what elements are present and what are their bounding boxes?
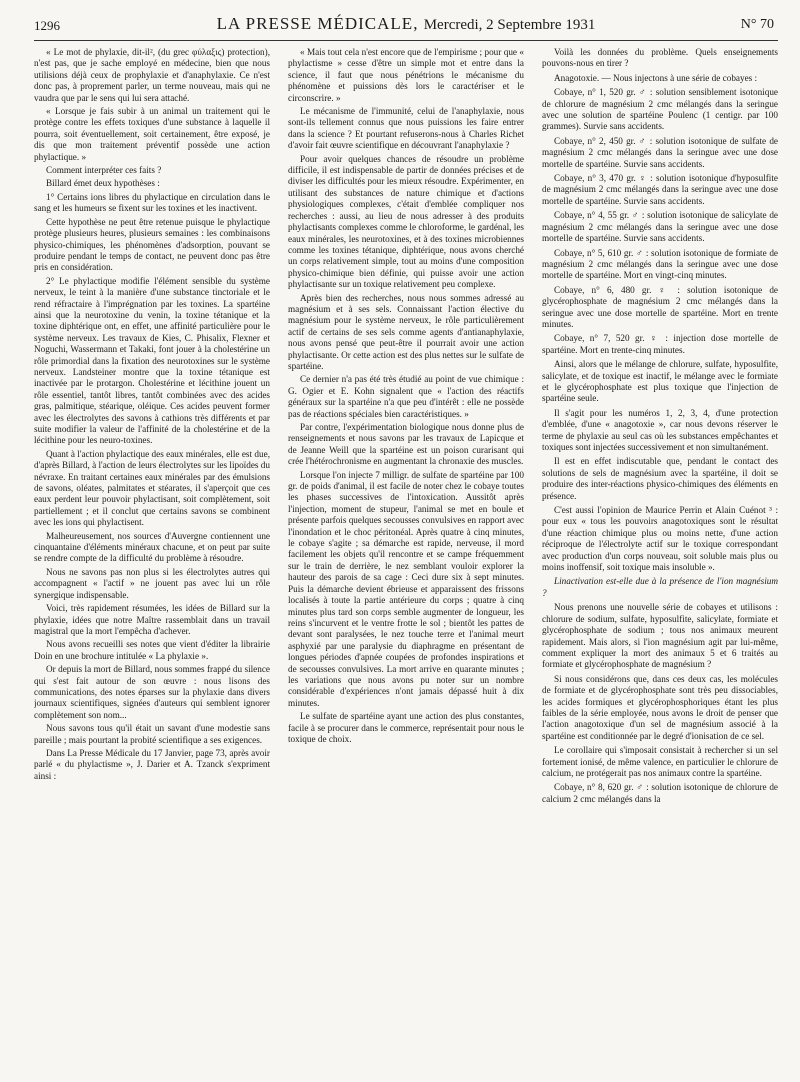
paragraph: Le corollaire qui s'imposait consistait à rechercher si un sel fortement ionisé, de même valence, en particulier le chlorure de calcium, ne protégerait pas nos animaux contre la spartéine. [542, 745, 778, 778]
paragraph: Nous ne savons pas non plus si les électrolytes autres qui accompagnent « l'actif » ne jouent pas avec lui un rôle synergique indispensable. [34, 566, 270, 600]
cobaye-entry-8: Cobaye, n° 8, 620 gr. ♂ : solution isotonique de chlorure de calcium 2 cmc mélangés dans la [542, 782, 778, 804]
cobaye-entry-6: Cobaye, n° 6, 480 gr. ♀ : solution isotonique de glycérophosphate de magnésium 2 cmc mélangés dans la seringue avec une dose mortelle de spartéine. Mort en trente minutes. [542, 284, 778, 329]
paragraph: Voilà les données du problème. Quels enseignements pouvons-nous en tirer ? [542, 47, 778, 69]
issue-number: N° 70 [740, 17, 774, 32]
paragraph: « Mais tout cela n'est encore que de l'empirisme ; pour que « phylactisme » cesse d'être un simple mot et entre dans la science, il faut que nous pénétrions le mécanisme du phénomène et puissions dès lors le caractériser et le circonscrire. » [288, 47, 524, 103]
cobaye-entry-7: Cobaye, n° 7, 520 gr. ♀ : injection dose mortelle de spartéine. Mort en trente-cinq minutes. [542, 333, 778, 355]
cobaye-entry-1: Cobaye, n° 1, 520 gr. ♂ : solution sensiblement isotonique de chlorure de magnésium 2 cmc mélangés dans la seringue avec une solution de spartéine Poulenc (1 centigr. par 100 grammes). Survie sans accidents. [542, 87, 778, 132]
paragraph: Le sulfate de spartéine ayant une action des plus constantes, facile à se procurer dans le commerce, représentait pour nous le toxique de choix. [288, 711, 524, 744]
journal-title: LA PRESSE MÉDICALE, [216, 14, 419, 33]
paragraph: Quant à l'action phylactique des eaux minérales, elle est due, d'après Billard, à l'action de leurs électrolytes sur les lipoïdes du névraxe. En traitant certaines eaux minérales par des émulsions de savons, oléates, palmitates et stéarates, il s'aperçoit que ces eaux perdent leur pouvoir phylactisant, soit complètement, soit partiellement ; et il conclut que certains savons se combinent avec les ions qui phylactisent. [34, 448, 270, 528]
paragraph: Lorsque l'on injecte 7 milligr. de sulfate de spartéine par 100 gr. de poids d'animal, il est facile de noter chez le cobaye toutes les phases successives de l'intoxication. Aussitôt après l'injection, moment de stupeur, l'animal se met en boule et présente parfois quelques secousses convulsives en rapport avec l'inondation et le choc péritonéal. Après quatre à cinq minutes, le cobaye s'agite ; sa démarche est rapide, nerveuse, il mord facilement les objets qu'il rencontre et se campe fréquemment sur le train de derrière, le nez semblant vouloir explorer la hauteur des parois de sa cage : Ceci dure six à sept minutes. Puis la démarche devient ébrieuse et apparaissent des frissons localisés à toute la partie antérieure du corps ; quatre à cinq minutes plus tard son corps semble augmenter de longueur, les reins s'incurvent et le ventre frotte le sol ; bientôt les pattes de devant sont paralysées, le nez touche terre et l'animal meurt asphyxié par une paralysie du diaphragme en présentant de longues périodes d'apnée coupées de profondes inspirations et de secousses convulsives. La mort arrive en quarante minutes ; les variations que nous avons pu noter sur un nombre considérable d'expériences n'ont jamais dépassé huit à dix minutes. [288, 469, 524, 708]
paragraph: Anagotoxie. — Nous injectons à une série de cobayes : [554, 72, 758, 83]
cobaye-entry-3: Cobaye, n° 3, 470 gr. ♀ : solution isotonique d'hyposulfite de magnésium 2 cmc mélangés dans la seringue avec une dose mortelle de spartéine. Survie sans accidents. [542, 173, 778, 206]
paragraph: 1° Certains ions libres du phylactique en circulation dans le sang et les humeurs se fixent sur les toxines et les inactivent. [34, 191, 270, 214]
paragraph: C'est aussi l'opinion de Maurice Perrin et Alain Cuénot ³ : pour eux « tous les pouvoirs anagotoxiques sont le résultat d'une réaction chimique plus ou moins nette, d'une action réciproque de l'électrolyte actif sur le toxique correspondant avec production d'un corps nouveau, soit soluble mais plus ou moins inoffensif, soit toxique mais insoluble ». [542, 505, 778, 573]
paragraph: Comment interpréter ces faits ? [46, 165, 162, 176]
article-body [34, 47, 778, 1077]
cobaye-entry-4: Cobaye, n° 4, 55 gr. ♂ : solution isotonique de salicylate de magnésium 2 cmc mélangés dans la seringue avec une dose mortelle de spartéine. Survie sans accidents. [542, 210, 778, 244]
cobaye-entry-5: Cobaye, n° 5, 610 gr. ♂ : solution isotonique de formiate de magnésium 2 cmc mélangés dans la seringue avec une dose mortelle de spartéine. Mort en vingt-cinq minutes. [542, 247, 778, 281]
paragraph: Le mécanisme de l'immunité, celui de l'anaphylaxie, nous sont-ils tellement connus que nous puissions les faire entrer dans la science ? Et pourtant refuserons-nous à Charles Richet d'avoir fait œuvre scientifique en découvrant l'anaphylaxie ? [288, 106, 524, 151]
paragraph: Ainsi, alors que le mélange de chlorure, sulfate, hyposulfite, salicylate, et de toxique est inactif, le mélange avec le formiate et le glycérophosphate est plus toxique que l'injection de spartéine seule. [542, 359, 778, 404]
issue-date: Mercredi, 2 Septembre 1931 [423, 17, 596, 33]
paragraph: « Le mot de phylaxie, dit-il², (du grec φύλαξις) protection), n'est pas, que je sache employé en médecine, bien que nous utilisions déjà ceux de prophylaxie et d'anaphylaxie. Ce n'est donc pas, à proprement parler, un terme nouveau, mais qui ne vaudra que par le sens qui lui sera attaché. [34, 47, 270, 103]
cobaye-entry-2: Cobaye, n° 2, 450 gr. ♂ : solution isotonique de sulfate de magnésium 2 cmc mélangés dans la seringue avec une dose mortelle de spartéine. Survie sans accidents. [542, 135, 778, 169]
paragraph: Par contre, l'expérimentation biologique nous donne plus de renseignements et nous savons par les travaux de Lapicque et de Jeanne Weill que la spartéine est un poison curarisant qui crée l'hétérochronisme en augmentant la chronaxie des muscles. [288, 422, 524, 467]
paragraph: Si nous considérons que, dans ces deux cas, les molécules de formiate et de glycérophosphate sont très peu dissociables, les acides formiques et glycérophosphoriques étant les plus faibles de la série employée, nous avons le droit de penser que l'action anagotoxique d'un sel de magnésium associé à la spartéine est conditionnée par le degré d'ionisation de ce sel. [542, 673, 778, 741]
paragraph: Malheureusement, nos sources d'Auvergne contiennent une cinquantaine d'éléments minéraux chacune, et on peut par suite se rendre compte de la difficulté du problème à résoudre. [34, 530, 270, 564]
section-heading: Linactivation est-elle due à la présence de l'ion magnésium ? [542, 576, 778, 598]
paragraph: Billard émet deux hypothèses : [46, 178, 160, 189]
paragraph: Nous avons recueilli ses notes que vient d'éditer la librairie Doin en une brochure intitulée « La phylaxie ». [34, 639, 270, 661]
paragraph: Dans La Presse Médicale du 17 Janvier, page 73, après avoir parlé « du phylactisme », J. Darier et A. Tzanck s'expriment ainsi : [34, 747, 270, 781]
page-number: 1296 [34, 18, 60, 33]
column-1 [34, 47, 270, 1077]
journal-masthead [34, 14, 778, 34]
paragraph: Nous savons tous qu'il était un savant d'une modestie sans pareille ; mais pourtant la probité scientifique a ses exigences. [34, 723, 270, 745]
paragraph: Pour avoir quelques chances de résoudre un problème difficile, il est indispensable de partir de données précises et de diviser les difficultés pour les mieux résoudre. Expérimenter, en utilisant des substances de nature chimique et d'actions physiologiques complexes, c'était d'emblée compliquer nos recherches : aussi, au lieu de nous adresser à des produits phylactisants complexes comme le chloroforme, le gardénal, les eaux minérales, les neurotoxines, et à des toxines microbiennes comme les toxines tétanique, diphtérique, nous avons cherché un corps relativement simple, tout au moins d'une composition physico-chimique bien définie, qui puisse avoir une action phylactisante sur un toxique relativement peu complexe. [288, 153, 524, 290]
running-header [34, 14, 778, 41]
column-2 [288, 47, 524, 1077]
paragraph: 2° Le phylactique modifie l'élément sensible du système nerveux, le teint à la manière d'une substance tinctoriale et le rend réfractaire à l'imprégnation par les toxines. La spartéine ainsi que la neurotoxine du venin, la toxine tétanique et la toxine diphtérique ont, en effet, une affinité particulière pour le système nerveux. Les travaux de Kies, C. Phisalix, Flexner et Noguchi, Wassermann et Takaki, font jouer à la cholestérine un rôle primordial dans la fixation des neurotoxines sur le système nerveux. Landsteiner montre que la toxine tétanique est inactivée par le protargon. Cholestérine et lécithine jouent un rôle essentiel, tantôt libres, tantôt combinées avec des acides gras, palmitique, stéarique, oléique. Ces acides peuvent former avec les électrolytes des savons à cathions très différents et par suite modifier la valeur de l'affinité de la cholestérine et de la lécithine pour les neuro-toxines. [34, 275, 270, 446]
paragraph: Cette hypothèse ne peut être retenue puisque le phylactique protège plusieurs heures, plusieurs semaines : les combinaisons physico-chimiques, les phénomènes d'adsorption, pouvant se produire pendant le temps de contact, ne peuvent donc pas être pris en considération. [34, 216, 270, 273]
paragraph: « Lorsque je fais subir à un animal un traitement qui le protège contre les effets toxiques d'une substance à laquelle il pourra, soit éventuellement, soit certainement, être exposé, je dis que mon traitement préventif possède une action phylactique. » [34, 106, 270, 162]
paragraph: Après bien des recherches, nous nous sommes adressé au magnésium et à ses sels. Connaissant l'action élective du magnésium pour le système nerveux, le rôle particulièrement actif de certains de ses sels comme agents d'antianaphylaxie, nous avons pensé que peut-être il pourrait avoir une action phylactisante. Or cette action est des plus nettes sur le sulfate de spartéine. [288, 292, 524, 371]
paragraph: Ce dernier n'a pas été très étudié au point de vue chimique : G. Ogier et E. Kohn signalent que « l'action des réactifs généraux sur la spartéine n'a que peu d'intérêt : elle ne possède pas de réactions spéciales bien caractéristiques. » [288, 374, 524, 419]
paragraph: Il est en effet indiscutable que, pendant le contact des solutions de sels de magnésium avec la spartéine, il doit se produire des inter-réactions physico-chimiques des éléments en présence. [542, 456, 778, 501]
paragraph: Nous prenons une nouvelle série de cobayes et utilisons : chlorure de sodium, sulfate, hyposulfite, salicylate, formiate et glycérophosphate de sodium ; tous nos animaux meurent rapidement. Mais alors, si l'ion magnésium agit par lui-même, comment expliquer la mort des animaux 5 et 6 traités au formiate et glycérophosphate de magnésium ? [542, 602, 778, 670]
paragraph: Il s'agit pour les numéros 1, 2, 3, 4, d'une protection d'emblée, d'une « anagotoxie », car nous devons réserver le terme de phylaxie au seul cas où les substances empêchantes et toxiques sont injectées successivement et non simultanément. [542, 407, 778, 452]
paragraph: Or depuis la mort de Billard, nous sommes frappé du silence qui s'est fait autour de son œuvre : nous lisons des communications, des notes éparses sur la phylaxie dans divers journaux scientifiques, signées d'auteurs qui semblent ignorer complètement son nom... [34, 664, 270, 720]
column-3 [542, 47, 778, 1077]
paragraph: Voici, très rapidement résumées, les idées de Billard sur la phylaxie, idées que notre Maître rassemblait dans un travail magistral que la mort l'empêcha d'achever. [34, 603, 270, 636]
